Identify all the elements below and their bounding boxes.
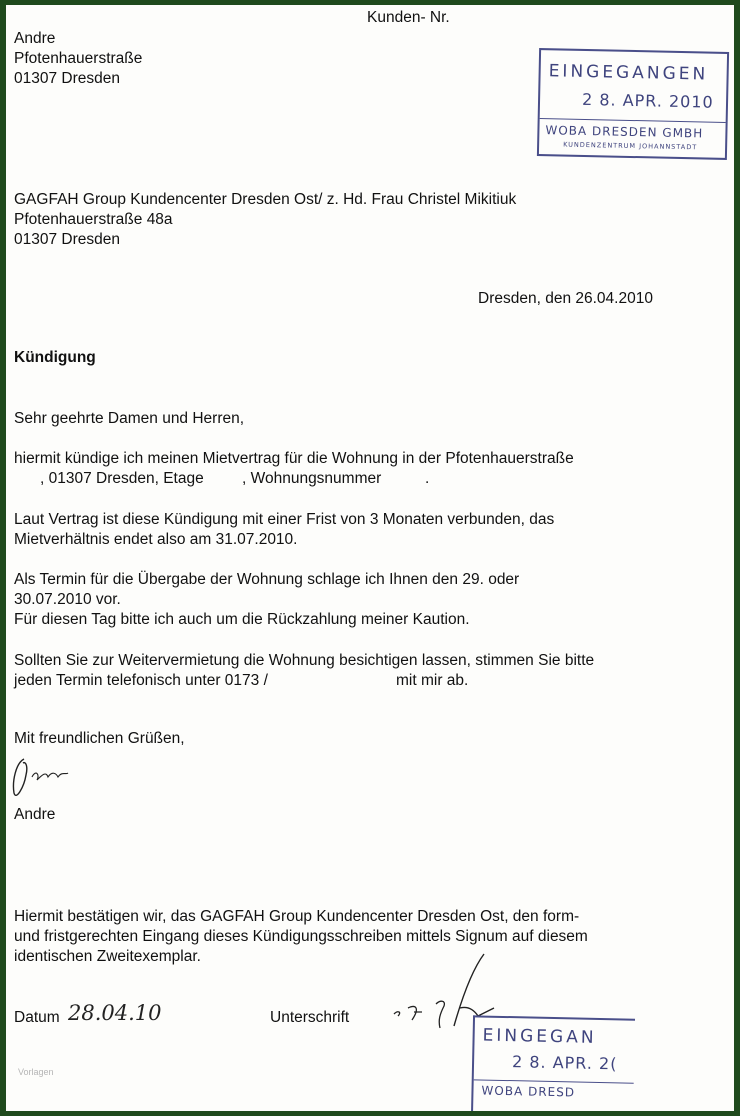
recipient-line2: Pfotenhauerstraße 48a <box>14 211 173 228</box>
stamp-top-label: EINGEGANGEN <box>548 61 709 85</box>
stamp-top-date: 2 8. APR. 2010 <box>581 89 714 112</box>
confirmation-line1: Hiermit bestätigen wir, das GAGFAH Group Kundencenter Dresden Ost, den form- <box>14 908 580 925</box>
body-p3-line2: 30.07.2010 vor. <box>14 591 121 608</box>
datum-handwritten: 28.04.10 <box>68 1001 162 1025</box>
sender-signature-scribble <box>10 753 80 803</box>
body-p1-line2a: , 01307 Dresden, Etage <box>40 470 204 487</box>
confirmation-line3: identischen Zweitexemplar. <box>14 948 201 965</box>
body-p2-line2: Mietverhältnis endet also am 31.07.2010. <box>14 531 298 548</box>
salutation: Sehr geehrte Damen und Herren, <box>14 410 245 427</box>
letter-subject: Kündigung <box>14 349 96 366</box>
stamp-top-company: WOBA DRESDEN GMBH <box>545 123 704 141</box>
stamp-top-sub: KUNDENZENTRUM JOHANNSTADT <box>563 140 698 152</box>
letter-page <box>6 5 734 1111</box>
stamp-bottom-date: 2 8. APR. 2( <box>511 1052 618 1074</box>
received-stamp-bottom <box>471 1015 635 1111</box>
sender-street: Pfotenhauerstraße <box>14 50 143 67</box>
recipient-line1: GAGFAH Group Kundencenter Dresden Ost/ z. Hd. Frau Christel Mikitiuk <box>14 191 517 208</box>
body-p2-line1: Laut Vertrag ist diese Kündigung mit einer Frist von 3 Monaten verbunden, das <box>14 511 555 528</box>
watermark: Vorlagen <box>18 1067 54 1077</box>
datum-label: Datum <box>14 1009 60 1026</box>
body-p4-line2b: mit mir ab. <box>396 672 469 689</box>
stamp-bottom-company: WOBA DRESD <box>481 1083 576 1100</box>
sender-signature-text <box>10 753 13 754</box>
letter-date: Dresden, den 26.04.2010 <box>478 290 653 307</box>
customer-number-label: Kunden- Nr. <box>367 9 450 26</box>
body-p1-line2b: , Wohnungsnummer <box>242 470 382 487</box>
body-p3-line1: Als Termin für die Übergabe der Wohnung schlage ich Ihnen den 29. oder <box>14 571 520 588</box>
stamp-top-divider <box>540 118 726 123</box>
body-p4-line2a: jeden Termin telefonisch unter 0173 / <box>14 672 268 689</box>
body-p1-line2c: . <box>425 470 430 487</box>
sender-city: 01307 Dresden <box>14 70 120 87</box>
unterschrift-label: Unterschrift <box>270 1009 350 1026</box>
recipient-line3: 01307 Dresden <box>14 231 120 248</box>
confirmation-line2: und fristgerechten Eingang dieses Kündigungsschreiben mittels Signum auf diesem <box>14 928 588 945</box>
stamp-bottom-label: EINGEGAN <box>482 1025 597 1048</box>
closing: Mit freundlichen Grüßen, <box>14 730 185 747</box>
signature-name: Andre <box>14 806 56 823</box>
body-p4-line1: Sollten Sie zur Weitervermietung die Wohnung besichtigen lassen, stimmen Sie bitte <box>14 652 595 669</box>
received-stamp-top <box>537 48 729 160</box>
body-p3-line3: Für diesen Tag bitte ich auch um die Rückzahlung meiner Kaution. <box>14 611 470 628</box>
sender-name: Andre <box>14 30 56 47</box>
handwritten-signature-sender <box>10 753 80 803</box>
body-p1-line1: hiermit kündige ich meinen Mietvertrag für die Wohnung in der Pfotenhauerstraße <box>14 450 574 467</box>
